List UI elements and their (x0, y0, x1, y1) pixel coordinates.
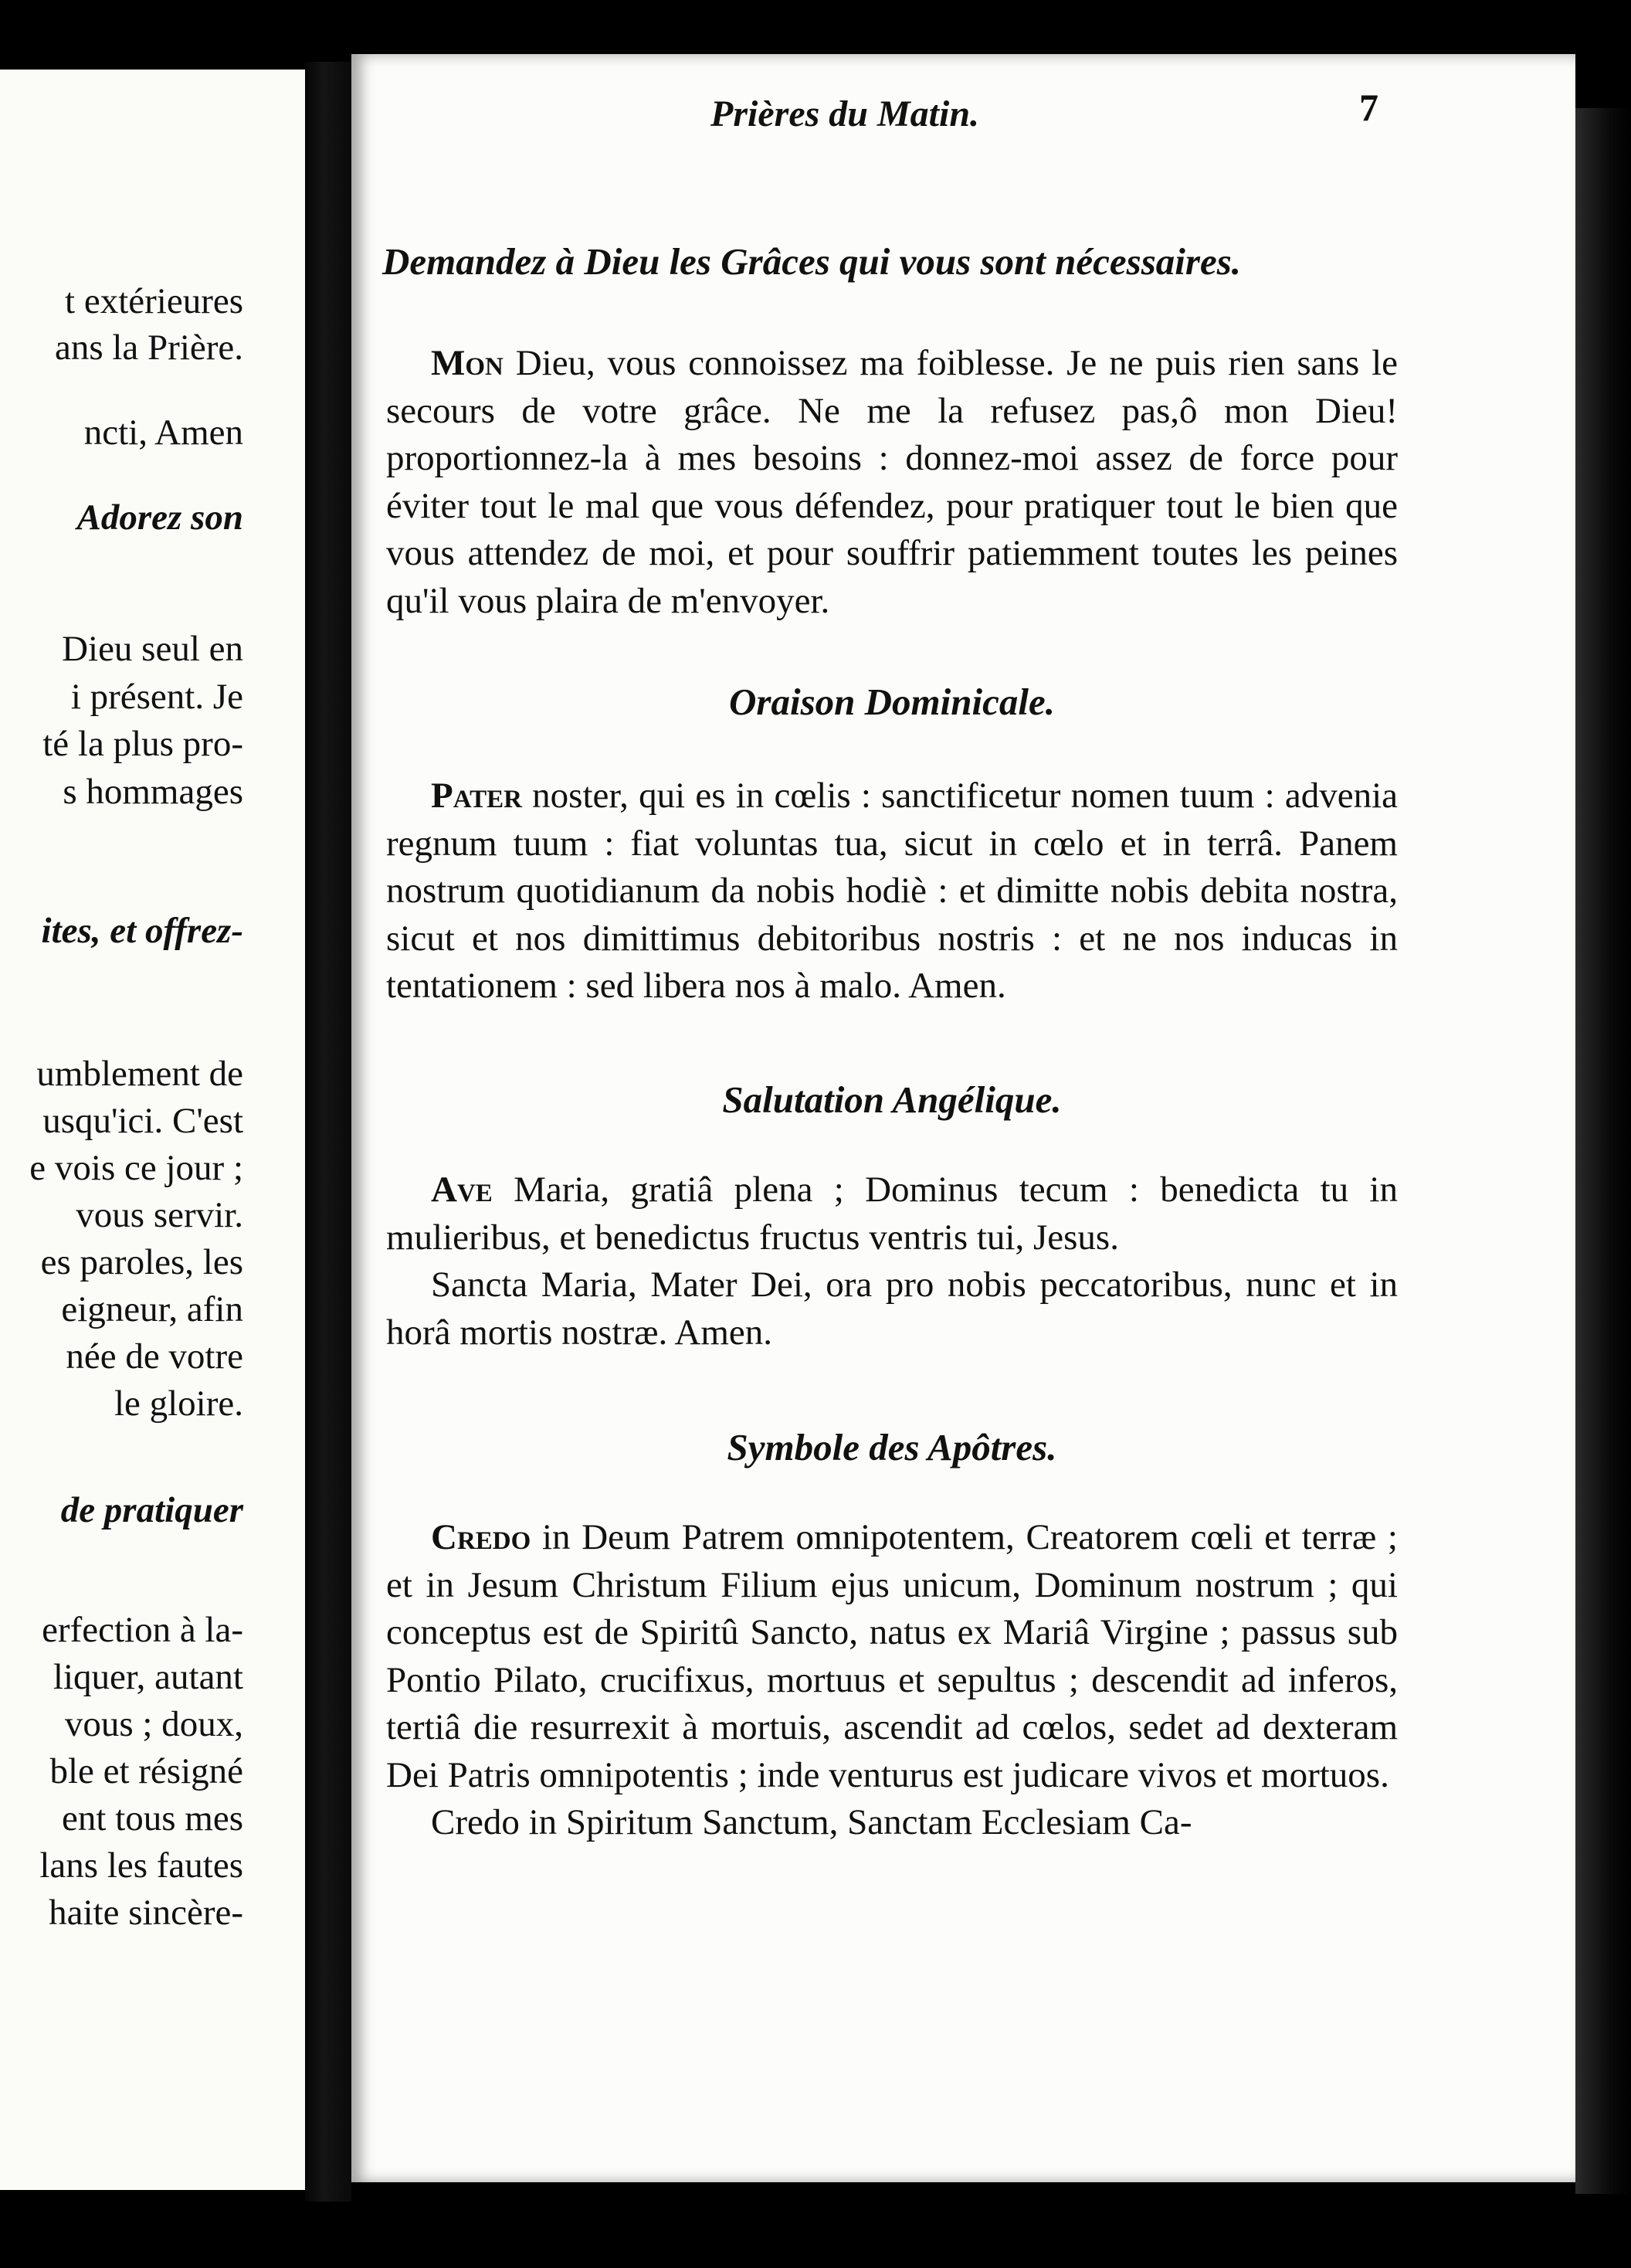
left-line: umblement de (36, 1054, 243, 1094)
left-line: ans la Prière. (54, 328, 243, 368)
oraison-heading: Oraison Dominicale. (729, 681, 1055, 723)
ave-paragraph (386, 1166, 1398, 1356)
left-line: t extérieures (65, 281, 243, 321)
left-line: erfection à la- (42, 1610, 243, 1650)
left-line: ble et résigné (49, 1751, 243, 1791)
pater-text: noster, qui es in cœlis : sanctificetur nomen tuum : advenia regnum tuum : fiat voluntas tua, sicut in cœlo et in terrâ. Panem nostrum quotidianum da nobis hodiè : et dimitte nobis debita nostra, sicut et nos dimittimus debitoribus nostris : et ne nos inducas in tentationem : sed libera nos à malo. Amen. (386, 776, 1398, 1006)
salutation-heading: Salutation Angélique. (722, 1078, 1062, 1121)
pater-lead: Pater (431, 776, 522, 816)
credo-paragraph (386, 1514, 1398, 1847)
page-number: 7 (1359, 86, 1378, 129)
running-title: Prières du Matin. (710, 93, 980, 134)
left-line: ncti, Amen (83, 413, 243, 453)
credo-lead: Credo (431, 1517, 531, 1557)
left-line: eigneur, afin (61, 1289, 243, 1329)
credo2-text: Credo in Spiritum Sanctum, Sanctam Ecclesiam Ca- (431, 1802, 1192, 1842)
graces-heading: Demandez à Dieu les Grâces qui vous sont nécessaires. (382, 240, 1242, 283)
left-line: Dieu seul en (62, 629, 243, 669)
ave-lead: Ave (431, 1170, 493, 1210)
left-line: lans les fautes (39, 1845, 243, 1886)
left-line: de pratiquer (60, 1490, 243, 1530)
graces-lead: Mon (431, 343, 504, 383)
sancta-text: Sancta Maria, Mater Dei, ora pro nobis peccatoribus, nunc et in horâ mortis nostræ. Amen. (386, 1265, 1398, 1353)
pater-paragraph (386, 772, 1398, 1010)
page-header (355, 86, 1436, 154)
left-line: s hommages (63, 772, 243, 812)
left-line: le gloire. (114, 1384, 243, 1424)
graces-paragraph (386, 340, 1398, 625)
left-line: ent tous mes (62, 1798, 243, 1839)
left-line: vous servir. (76, 1195, 243, 1235)
left-line: té la plus pro- (42, 724, 243, 764)
left-line: es paroles, les (40, 1242, 243, 1282)
left-line: haite sincère- (49, 1893, 243, 1933)
left-line: e vois ce jour ; (29, 1148, 243, 1188)
left-line: Adorez son (76, 497, 243, 538)
credo-text: in Deum Patrem omnipotentem, Creatorem cœli et terræ ; et in Jesum Christum Filium ejus unicum, Dominum nostrum ; qui conceptus est de Spiritû Sancto, natus ex Mariâ Virgine ; passus sub Pontio Pilato, crucifixus, mortuus et sepultus ; descendit ad inferos, tertiâ die resurrexit à mortuis, ascendit ad cœlos, sedet ad dexteram Dei Patris omnipotentis ; inde venturus est judicare vivos et mortuos. (386, 1517, 1398, 1795)
left-page (0, 70, 310, 2190)
book-gutter (305, 62, 351, 2202)
graces-text: Dieu, vous connoissez ma foiblesse. Je ne puis rien sans le secours de votre grâce. Ne me la refusez pas,ô mon Dieu! proportionnez-la à mes besoins : donnez-moi assez de force pour éviter tout le mal que vous défendez, pour pratiquer tout le bien que vous attendez de moi, et pour souffrir patiemment toutes les peines qu'il vous plaira de m'envoyer. (386, 343, 1398, 621)
symbole-heading: Symbole des Apôtres. (727, 1426, 1057, 1468)
left-line: liquer, autant (53, 1657, 243, 1697)
ave-text: Maria, gratiâ plena ; Dominus tecum : benedicta tu in mulieribus, et benedictus fructus ventris tui, Jesus. (386, 1170, 1398, 1258)
left-line: usqu'ici. C'est (42, 1101, 243, 1141)
left-line: née de votre (66, 1336, 243, 1377)
page-edge (1575, 108, 1631, 2194)
left-line: i présent. Je (70, 677, 243, 717)
left-line: ites, et offrez- (41, 911, 243, 951)
left-line: vous ; doux, (64, 1704, 243, 1744)
